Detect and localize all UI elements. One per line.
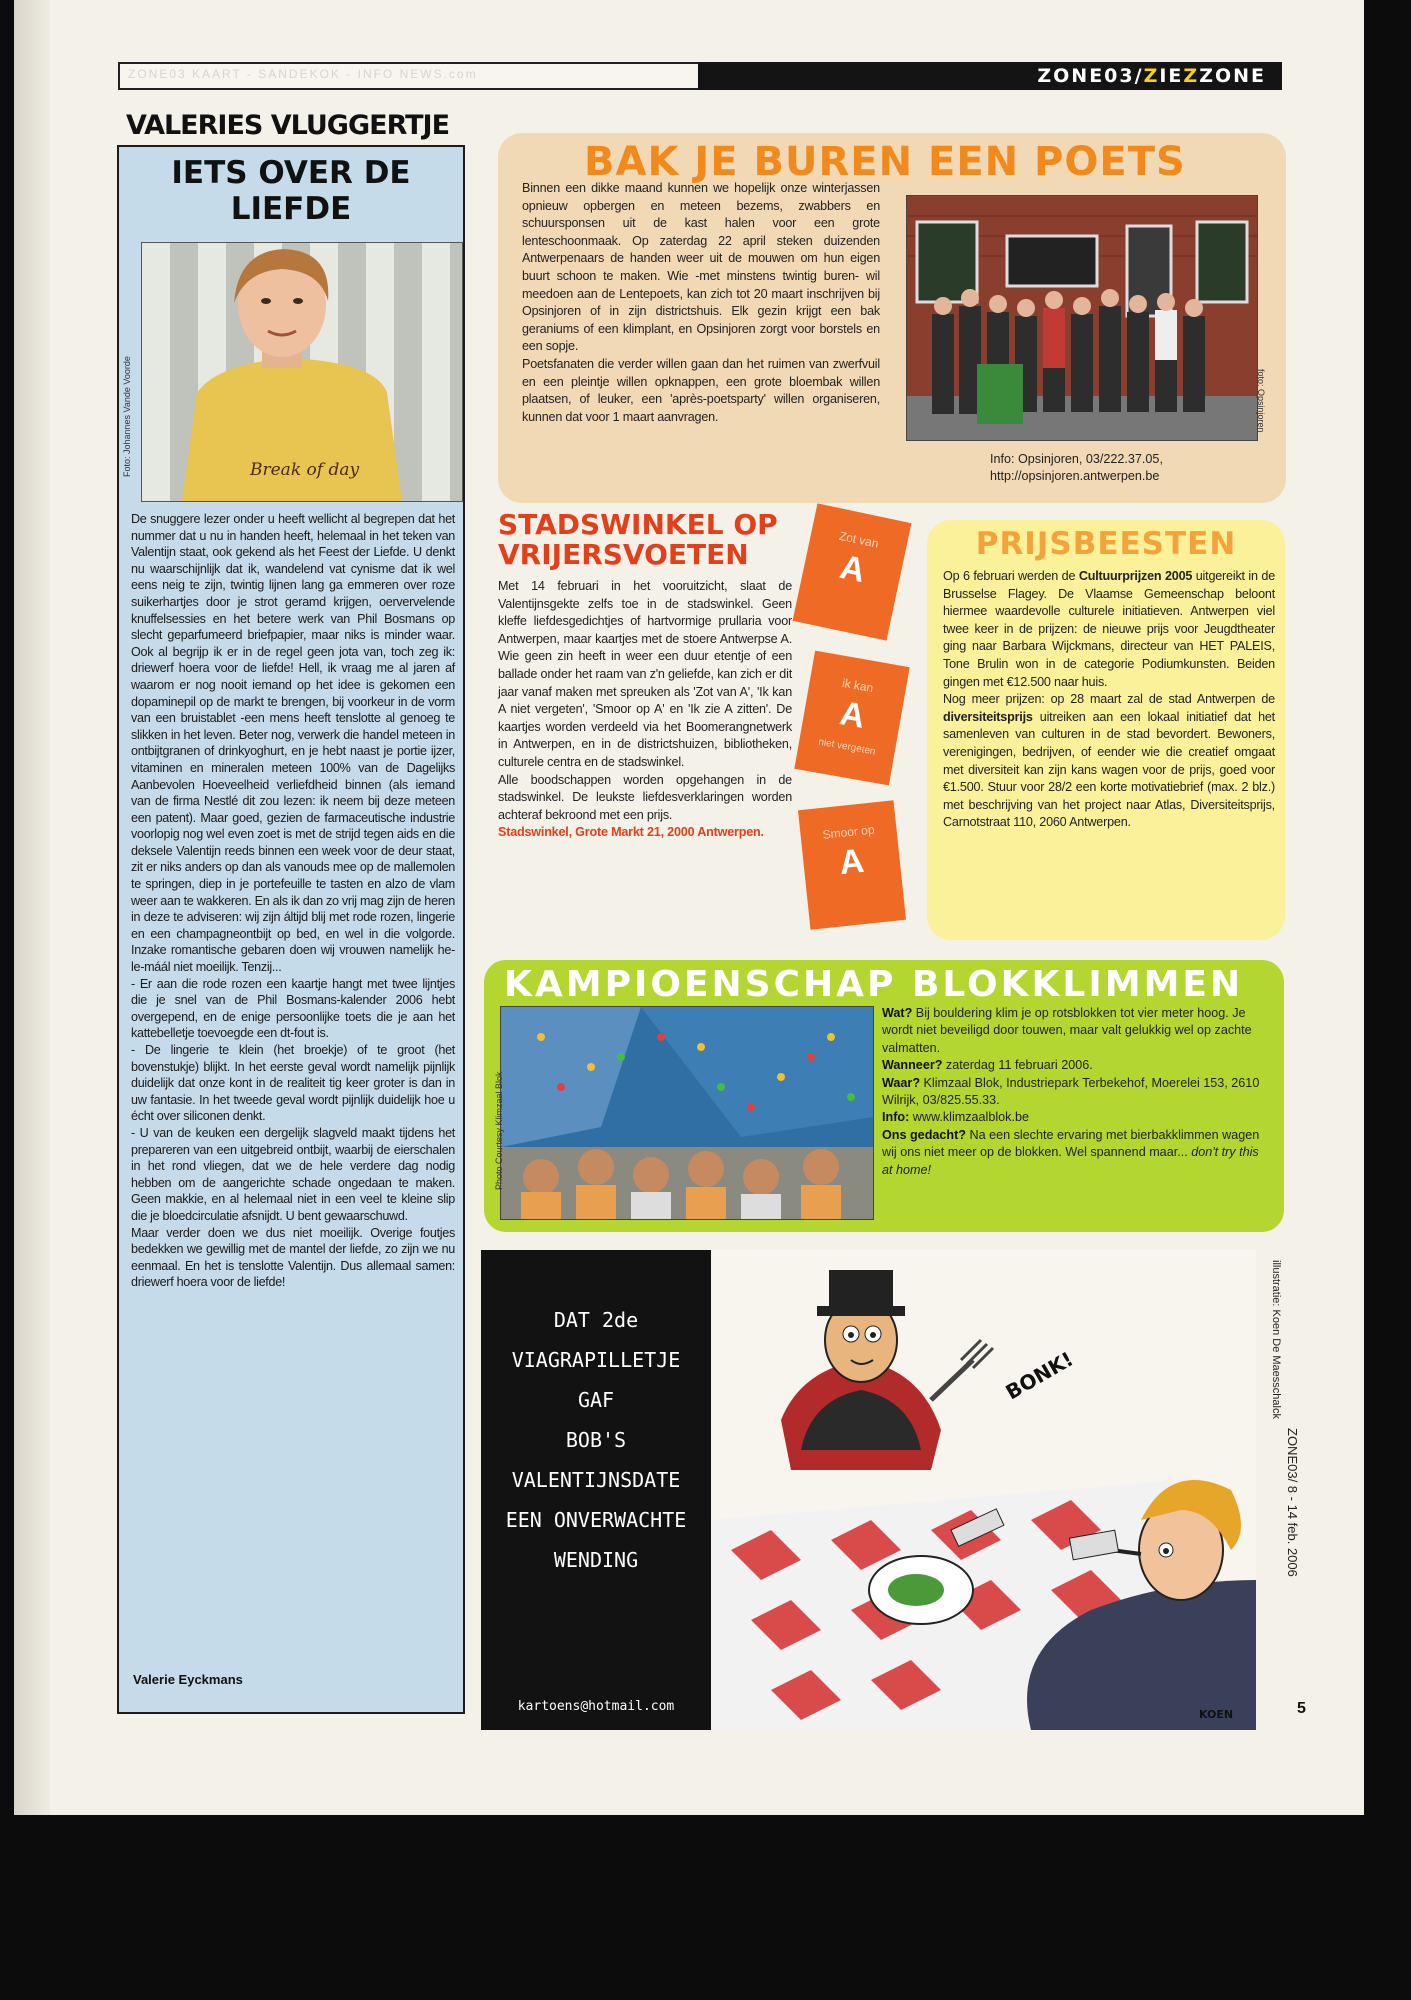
group-photo (906, 195, 1258, 441)
climbing-photo-illustration (501, 1007, 873, 1219)
photo-credit: Foto: Johannes Vande Voorde (122, 356, 132, 477)
article-info: Info: Opsinjoren, 03/222.37.05, http://opsinjoren.antwerpen.be (990, 452, 1163, 483)
illustrator-credit: illustratie: Koen De Maesschalck (1270, 1260, 1282, 1419)
shirt-text: Break of day (250, 460, 360, 480)
column-headline: IETS OVER DE LIEFDE (171, 155, 411, 227)
author-photo (141, 242, 463, 502)
article-title: KAMPIOENSCHAP BLOKKLIMMEN (504, 964, 1244, 1005)
author-photo-illustration (142, 243, 462, 501)
article-body: Binnen een dikke maand kunnen we hopelijk onze winterjassen opnieuw opbergen en meteen bezems, zwabbers en schuursponsen uit de kast halen voor een grote lenteschoonmaak. Op zaterdag 22 april steken duizenden Antwerpenaars de handen weer uit de mouwen om hun eigen buurt schoon te maken. Wie -met minstens twintig buren- wil meedoen aan de Lentepoets, kan zich tot 20 maart inschrijven bij Opsinjoren of in zijn districtshuis. Elk gezin krijgt een bak geraniums of een klimplant, en Opsinjoren zorgt voor borstels en een sopje. Poetsfanaten die verder willen gaan dan het ruimen van zwerfvuil en een pleintje willen opknappen, een grote bloembak willen plaatsen, of leuker, een 'après-poetsparty' willen organiseren, kunnen dat voor 1 maart aanvragen. (522, 181, 880, 424)
article-body: Wat? Bij bouldering klim je op rotsblokken tot vier meter hoog. Je wordt niet beveiligd door touwen, maar valt gelukkig wel op zachte valmatten. Wanneer? zaterdag 11 februari 2006. Waar? Klimzaal Blok, Industriepark Terbekehof, Moerelei 153, 2610 Wilrijk, 03/825.55.33. Info: www.klimzaalblok.be Ons gedacht? Na een slechte ervaring met bierbakklimmen wagen wij ons niet meer op de blokken. Wel spannend maar... don't try this at home! (882, 1006, 1260, 1177)
valentine-card-1: Zot van A (793, 503, 912, 640)
article-title-stadswinkel: STADSWINKEL OP VRIJERSVOETEN (498, 508, 778, 571)
section-header (698, 62, 1282, 90)
cartoon-sound-effect: BONK! (1001, 1346, 1078, 1405)
stadswinkel-location: Stadswinkel, Grote Markt 21, 2000 Antwerpen. (498, 825, 764, 840)
article-body-stadswinkel: Met 14 februari in het vooruitzicht, slaat de Valentijnsgekte zelfs toe in de stadswinkel. Geen kleffe liefdesgedichtjes of hartvormige prullaria voor Antwerpen, maar kaartjes met de stoere Antwerpse A. Wie geen zin heeft in weer een duur etentje of een ballade onder het raam van z'n geliefde, kan zich er dit jaar vanaf maken met spreuken als 'Zot van A', 'Ik kan A niet vergeten', 'Smoor op A' en 'Ik zie A zitten'. De kaartjes worden verdeeld via het Boomerangnetwerk in Antwerpen, en in de districtshuizen, bibliotheken, culturele centra en de stadswinkel. Alle boodschappen worden opgehangen in de stadswinkel. De leukste liefdesverklaringen worden achteraf bekroond met een prijs. Stadswinkel, Grote Markt 21, 2000 Antwerpen. (498, 578, 792, 842)
cartoon-caption-box (481, 1250, 711, 1730)
valerie-column (117, 145, 465, 1714)
article-bak-je-buren (498, 133, 1286, 503)
section-label: ZONE03/ZIEZZONE (1037, 65, 1266, 87)
article-body: Op 6 februari werden de Cultuurprijzen 2005 uitgereikt in de Brusselse Flagey. De Vlaamse Gemeenschap beloont hiermee waardevolle culturele initiatieven. Antwerpen viel twee keer in de prijzen: de nieuwe prijs voor Jeugdtheater ging naar Barbara Wijckmans, directeur van HET PALEIS, Tone Brulin won in de categorie Podiumkunsten. Beiden gingen met €12.500 naar huis. Nog meer prijzen: op 28 maart zal de stad Antwerpen de diversiteitsprijs uitreiken aan een lokaal initiatief dat het samenleven van culturen in de stad bevordert. Bewoners, verenigingen, bedrijven, of eender wie die creatief omgaat met diversiteit kan zijn kans wagen voor de prijs, goed voor €1.500. Stuur voor 28/2 een korte motivatiebrief (max. 2 blz.) met beschrijving van het project naar Atlas, Diversiteitsprijs, Carnotstraat 110, 2060 Antwerpen. (943, 569, 1275, 830)
page-number: 5 (1297, 1700, 1306, 1717)
column-body: De snuggere lezer onder u heeft wellicht al begrepen dat het nummer dat u nu in handen heeft, helemaal in het teken van Valentijn staat, ook gekend als het Feest der Liefde. U denkt nu waarschijnlijk dat ik, wandelend vat cynisme dat ik wel eens neig te zijn, twintig lijnen lang ga emmeren over roze suikerhartjes door je strot geramd krijgen, oervervelende knuffelsessies en het betere werk van Phil Bosmans op slecht geparfumeerd briefpapier, maar niks is minder waar. Ook al begrijp ik er in de regel geen jota van, toch zeg ik: driewerf hoera voor de liefde! Hell, ik vraag me al jaren af waarom er nog nooit iemand op het idee is gekomen een dopaminepil op de markt te brengen, bij voorkeur in de vorm van een bruistablet -een mens heeft tenslotte al genoeg te slikken in het leven. Beter nog, verwerk die handel meteen in ontbijtgranen of drinkyoghurt, en je hebt naast je portie ijzer, vitaminen en mineralen meteen 100% van de Dagelijks Aanbevolen Hoeveelheid verliefdheid binnen (als iemand van de firma Nestlé dit zou lezen: ik neem bij deze meteen een patent). Maar goed, gezien de farmaceutische industrie voorlopig nog wel even zoet is met de strijd tegen aids en die deksele Valentijn reeds binnen een week voor de deur staat, zit er niks anders op dan als vanouds mee op de mallemolen te springen, diep in je portefeuille te tasten en alzo de vlam weer aan te wakkeren. En als ik dan zo vrij mag zijn de heren in deze te adviseren: wij zijn áltijd blij met rode rozen, lingerie en een champagneontbijt op bed, en wel in die volgorde. Inzake romantische gebaren doen wij vrouwen namelijk he-le-máál niet moeilijk. Tenzij... - Er aan die rode rozen een kaartje hangt met twee lijntjes die je snel van de Phil Bosmans-kalender 2006 hebt overgepend, en de enige persoonlijke toets die je aan het kattebelletje toevoegde een dt-fout is. - De lingerie te klein (het broekje) of te groot (het bovenstukje) blijkt. In het eerste geval wordt namelijk pijnlijk duidelijk dat onze kont in de realiteit tig keer groter is dan in uw fantasie. In het tweede geval wordt pijnlijk duidelijk hoe u écht over siliconen denkt. - U van de keuken een dergelijk slagveld maakt tijdens het prepareren van een uitgebreid ontbijt, waarbij de eierschalen in het rond vliegen, dat we de hele verdere dag nodig hebben om de aangerichte schade ongedaan te maken. Geen makkie, en al helemaal niet in een veel te kleine slip die je bloedcirculatie afsnijdt. U bent gewaarschuwd. Maar verder doen we dus niet moeilijk. Overige foutjes bedekken we gewillig met de mantel der liefde, zo zijn we nu eenmaal. En het is tenslotte Valentijn. Dus allemaal samen: driewerf hoera voor de liefde! (131, 512, 456, 1290)
article-blokklimmen (484, 960, 1284, 1232)
article-prijsbeesten (927, 520, 1285, 940)
column-author: Valerie Eyckmans (133, 1672, 243, 1687)
header-strip-left (118, 62, 702, 90)
header-strip-text: ZONE03 KAART - SANDEKOK - INFO NEWS.com (128, 67, 478, 81)
cartoon-signature: KOEN (1199, 1708, 1234, 1721)
valentine-card-3: Smoor op A (798, 800, 906, 929)
cartoon-drawing (711, 1250, 1256, 1730)
valentine-card-2: ik kan A niet vergeten (794, 651, 909, 786)
group-photo-illustration (907, 196, 1257, 440)
article-title: PRIJSBEESTEN (975, 526, 1237, 562)
climbing-photo (500, 1006, 874, 1220)
issue-date: ZONE03/ 8 - 14 feb. 2006 (1285, 1428, 1300, 1577)
cartoon-illustration (711, 1250, 1256, 1730)
column-kicker: VALERIES VLUGGERTJE (126, 110, 450, 141)
magazine-page (14, 0, 1364, 1815)
page-spine (14, 0, 50, 1815)
article-title: BAK JE BUREN EEN POETS (584, 139, 1186, 185)
photo-credit: foto: Opsinjoren (1256, 369, 1266, 433)
photo-credit: Photo Courtesy Klimzaal Blok (494, 1071, 504, 1190)
cartoon-email: kartoens@hotmail.com (517, 1699, 675, 1714)
cartoon-caption: DAT 2de VIAGRAPILLETJE GAF BOB'S VALENTIJNSDATE EEN ONVERWACHTE WENDING (505, 1308, 687, 1572)
